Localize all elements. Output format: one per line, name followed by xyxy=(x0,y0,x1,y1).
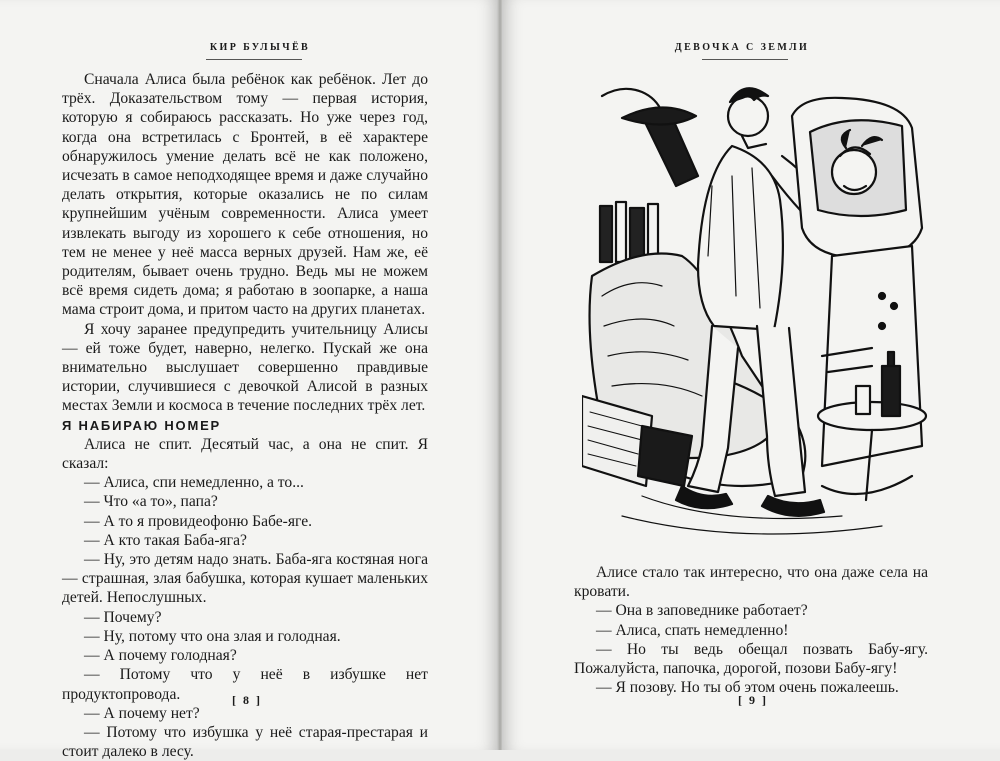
dialogue-line: — Но ты ведь обещал позвать Бабу-ягу. Пожалуйста, папочка, дорогой, позови Бабу-ягу! xyxy=(574,640,928,678)
dialogue-line: — А то я провидеофоню Бабе-яге. xyxy=(84,512,313,530)
dialogue-line: — Алиса, спать немедленно! xyxy=(596,621,789,639)
left-page-text xyxy=(62,70,428,761)
dialogue-line: — Я позову. Но ты об этом очень пожалеешь. xyxy=(596,679,899,697)
dialogue-line: — Ну, это детям надо знать. Баба-яга костяная нога — страшная, злая бабушка, которая кушает маленьких детей. Непослушных. xyxy=(62,551,428,607)
dialogue-line: — Потому что у неё в избушке нет продуктопровода. xyxy=(62,666,428,703)
dialogue-line: Алиса не спит. Десятый час, а она не спит. Я сказал: xyxy=(62,435,428,473)
dialogue-line: — Что «а то», папа? xyxy=(84,493,218,511)
paragraph: Я хочу заранее предупредить учительницу Алисы — ей тоже будет, наверно, нелегко. Пускай же она внимательно выслушает совершенно правдивые истории, случившиеся с девочкой Алисой в разных местах Земли и космоса в течение последних трёх лет. xyxy=(62,320,428,415)
page-number: [ 9 ] xyxy=(738,693,768,707)
paragraph: Алисе стало так интересно, что она даже села на кровати. xyxy=(574,564,928,601)
page-number: [ 8 ] xyxy=(232,693,262,707)
dialogue-line: — А почему нет? xyxy=(84,704,200,722)
man-at-videophone-illustration xyxy=(582,76,932,542)
head-rule xyxy=(206,59,302,60)
dialogue-line: — Алиса, спи немедленно, а то... xyxy=(84,474,304,492)
head-rule xyxy=(702,59,788,60)
dialogue-line: — А почему голодная? xyxy=(84,647,237,665)
paragraph: Сначала Алиса была ребёнок как ребёнок. Лет до трёх. Доказательством тому — первая история, которую я собираюсь рассказать. Но уже через год, когда она встретилась с Бронтей, в её характере обнаружилось умение делать всё не как положено, исчезать в самое неподходящее время и даже случайно делать открытия, которые оказались не по силам крупнейшим учёным современности. Алиса умеет извлекать выгоду из хорошего к себе отношения, но тем не менее у неё масса верных друзей. Нам же, её родителям, бывает очень трудно. Ведь мы не можем всё время сидеть дома; я работаю в зоопарке, а наша мама строит дома, и притом часто на других планетах. xyxy=(62,71,428,319)
dialogue-line: — Почему? xyxy=(84,608,162,626)
left-page xyxy=(0,0,498,761)
running-head-author: КИР БУЛЫЧЁВ xyxy=(209,42,311,53)
right-page-text xyxy=(574,563,928,697)
dialogue-line: — Она в заповеднике работает? xyxy=(596,602,808,620)
dialogue-line: — Ну, потому что она злая и голодная. xyxy=(84,627,341,645)
dialogue-line: — А кто такая Баба-яга? xyxy=(84,531,247,549)
chapter-title: Я НАБИРАЮ НОМЕР xyxy=(62,417,222,433)
dialogue-line: — Потому что избушка у неё старая-престарая и стоит далеко в лесу. xyxy=(62,723,428,761)
running-head-title: ДЕВОЧКА С ЗЕМЛИ xyxy=(674,42,810,53)
right-page xyxy=(502,0,1000,750)
